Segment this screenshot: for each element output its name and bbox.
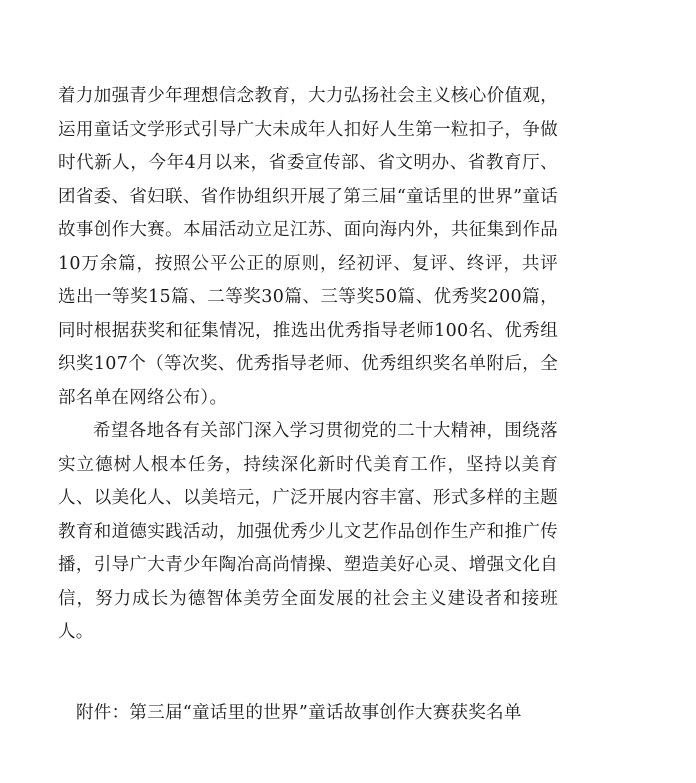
attachment-line: 附件：第三届“童话里的世界”童话故事创作大赛获奖名单 <box>76 703 522 723</box>
paragraph-1: 着力加强青少年理想信念教育，大力弘扬社会主义核心价值观，运用童话文学形式引导广大未成年人扣好人生第一粒扣子，争做时代新人，今年4月以来，省委宣传部、省文明办、省教育厅、团省委、省妇联、省作协组织开展了第三届“童话里的世界”童话故事创作大赛。本届活动立足江苏、面向海内外，共征集到作品10万余篇，按照公平公正的原则，经初评、复评、终评，共评选出一等奖15篇、二等奖30篇、三等奖50篇、优秀奖200篇，同时根据获奖和征集情况，推选出优秀指导老师100名、优秀组织奖107个（等次奖、优秀指导老师、优秀组织奖名单附后，全部名单在网络公布）。 <box>58 86 558 408</box>
paragraph-2: 希望各地各有关部门深入学习贯彻党的二十大精神，围绕落实立德树人根本任务，持续深化新时代美育工作，坚持以美育人、以美化人、以美培元，广泛开展内容丰富、形式多样的主题教育和道德实践活动，加强优秀少儿文艺作品创作生产和推广传播，引导广大青少年陶冶高尚情操、塑造美好心灵、增强文化自信，努力成长为德智体美劳全面发展的社会主义建设者和接班人。 <box>58 421 558 642</box>
document-body <box>58 80 558 650</box>
